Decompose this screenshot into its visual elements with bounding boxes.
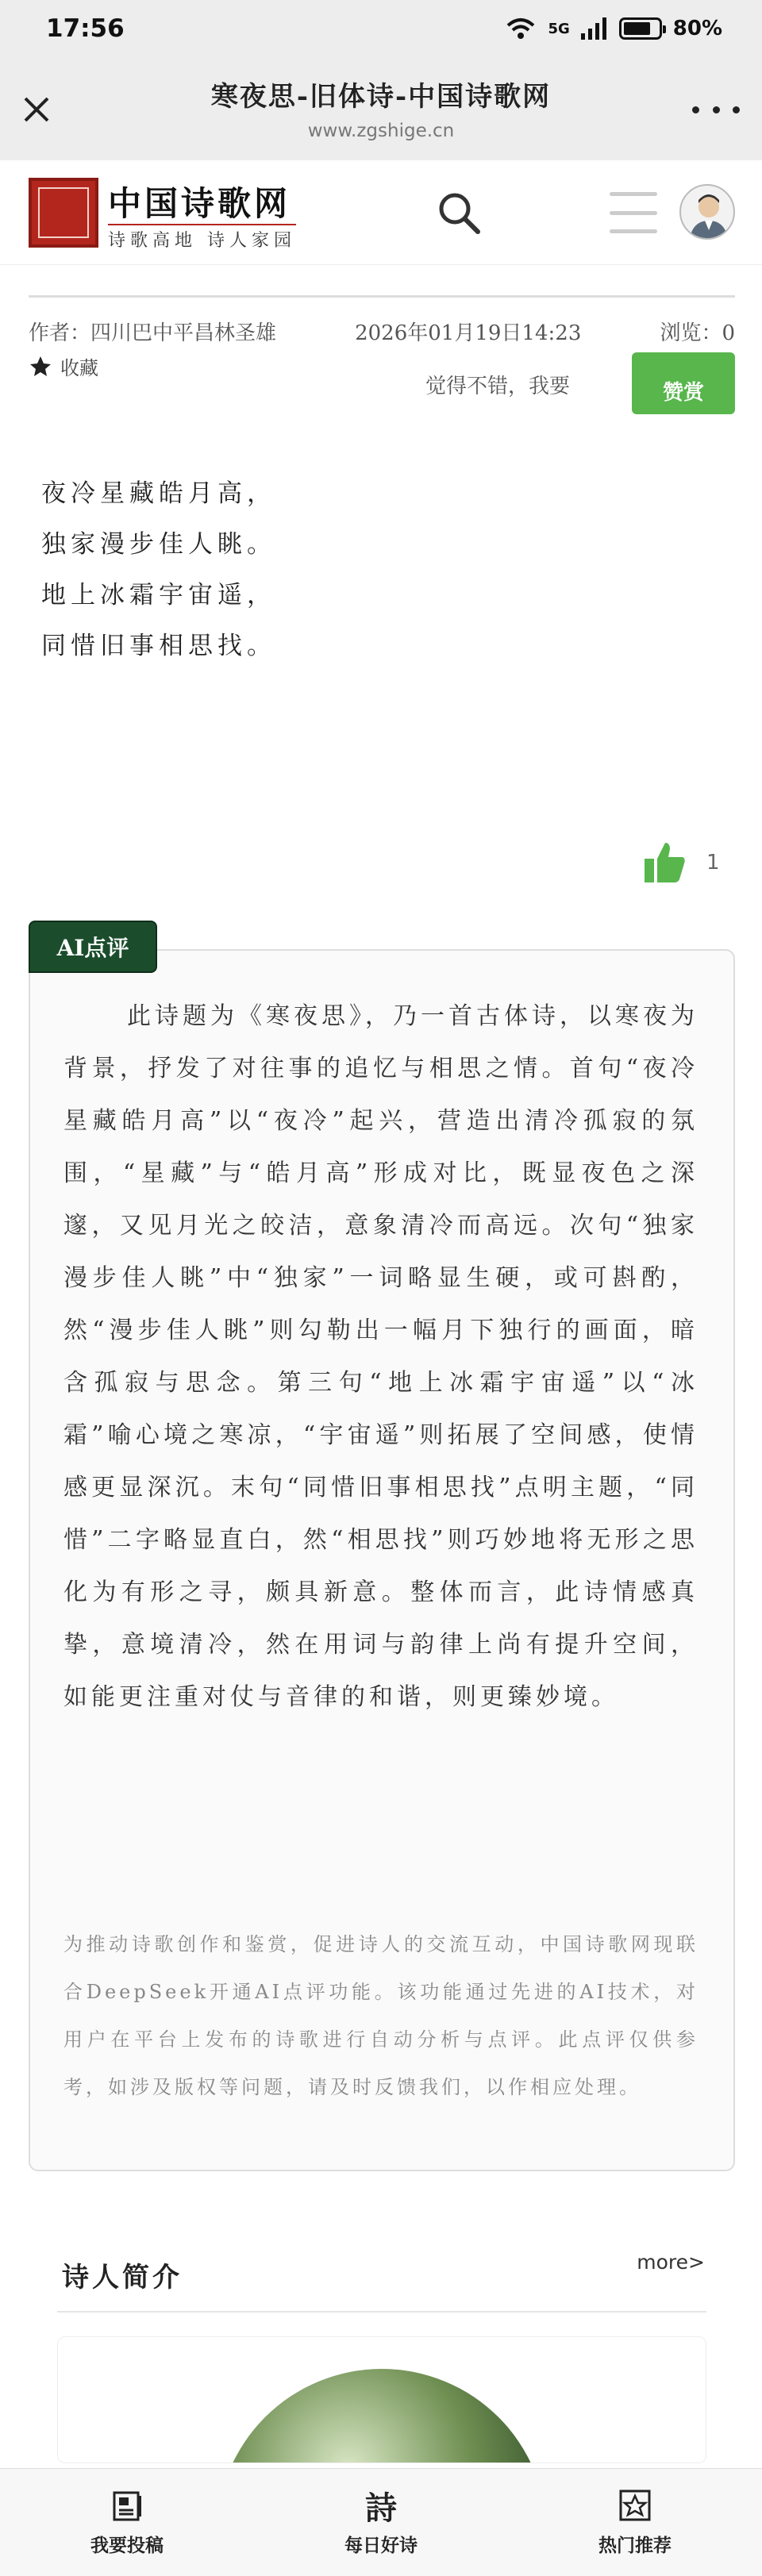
menu-icon[interactable] — [610, 192, 657, 233]
poet-intro-more-link[interactable]: more> — [637, 2251, 705, 2274]
browser-url: www.zgshige.cn — [307, 121, 455, 141]
poet-card[interactable] — [57, 2336, 706, 2463]
status-indicators — [505, 17, 722, 40]
wifi-icon — [505, 17, 537, 40]
nav-daily-label: 每日好诗 — [344, 2535, 418, 2556]
status-bar — [0, 0, 762, 57]
browser-title-bar — [0, 57, 762, 160]
site-header — [0, 160, 762, 265]
site-slogan: 诗歌高地 诗人家园 — [108, 224, 296, 252]
article-meta — [29, 295, 735, 346]
nav-submit-label: 我要投稿 — [90, 2535, 164, 2556]
bottom-nav — [0, 2468, 762, 2576]
battery-icon — [619, 17, 662, 40]
favorite-label: 收藏 — [60, 357, 98, 379]
status-time: 17:56 — [46, 14, 125, 43]
battery-label: 80% — [672, 17, 722, 40]
search-icon[interactable] — [435, 189, 483, 236]
ai-review-badge: AI点评 — [29, 921, 157, 973]
poem-line: 地上冰霜宇宙遥， — [41, 581, 276, 609]
poem-icon: 詩 — [365, 2489, 397, 2527]
submit-icon — [110, 2488, 144, 2523]
favorite-button[interactable] — [29, 352, 98, 380]
poet-photo — [217, 2369, 547, 2463]
ai-review-disclaimer: 为推动诗歌创作和鉴赏，促进诗人的交流互动，中国诗歌网现联合DeepSeek开通AI点评功能。该功能通过先进的AI技术，对用户在平台上发布的诗歌进行自动分析与点评。此点评仅供参考，如涉及版权等问题，请及时反馈我们，以作相应处理。 — [64, 1933, 698, 2098]
praise-button[interactable]: 赞赏 — [632, 352, 735, 414]
ai-review-text: 此诗题为《寒夜思》，乃一首古体诗，以寒夜为背景，抒发了对往事的追忆与相思之情。首句“夜冷星藏皓月高”以“夜冷”起兴，营造出清冷孤寂的氛围，“星藏”与“皓月高”形成对比，既显夜色之深邃，又见月光之皎洁，意象清冷而高远。次句“独家漫步佳人眺”中“独家”一词略显生硬，或可斟酌，然“漫步佳人眺”则勾勒出一幅月下独行的画面，暗含孤寂与思念。第三句“地上冰霜宇宙遥”以“冰霜”喻心境之寒凉，“宇宙遥”则拓展了空间感，使情感更显深沉。末句“同惜旧事相思找”点明主题，“同惜”二字略显直白，然“相思找”则巧妙地将无形之思化为有形之寻，颇具新意。整体而言，此诗情感真挚，意境清冷，然在用词与韵律上尚有提升空间，如能更注重对仗与音律的和谐，则更臻妙境。 — [64, 1002, 698, 1711]
poem-body — [41, 468, 276, 671]
star-icon — [29, 355, 52, 379]
nav-hot[interactable] — [508, 2469, 762, 2576]
author-label[interactable]: 作者：四川巴中平昌林圣雄 — [29, 321, 277, 345]
nav-hot-label: 热门推荐 — [598, 2535, 672, 2556]
divider — [57, 2311, 706, 2313]
browser-title: 寒夜思-旧体诗-中国诗歌网 — [210, 81, 552, 113]
nav-submit[interactable] — [0, 2469, 254, 2576]
like-count: 1 — [706, 851, 720, 875]
poem-line: 同惜旧事相思找。 — [41, 632, 276, 660]
site-logo[interactable] — [29, 178, 98, 248]
like-prompt: 觉得不错，我要 — [425, 375, 571, 398]
network-label: 5G — [548, 20, 570, 37]
nav-daily[interactable] — [254, 2469, 508, 2576]
poet-intro-title: 诗人简介 — [62, 2262, 183, 2293]
publish-date: 2026年01月19日14:23 — [355, 321, 582, 345]
site-name[interactable]: 中国诗歌网 — [108, 184, 291, 223]
poem-line: 独家漫步佳人眺。 — [41, 530, 276, 559]
thumbs-up-icon — [641, 840, 687, 886]
like-button[interactable] — [641, 840, 720, 886]
hot-icon — [618, 2488, 652, 2523]
view-count: 浏览：0 — [660, 321, 735, 345]
more-icon[interactable] — [692, 90, 740, 129]
poem-line: 夜冷星藏皓月高， — [41, 479, 276, 508]
avatar[interactable] — [679, 184, 735, 240]
signal-icon — [581, 17, 608, 40]
